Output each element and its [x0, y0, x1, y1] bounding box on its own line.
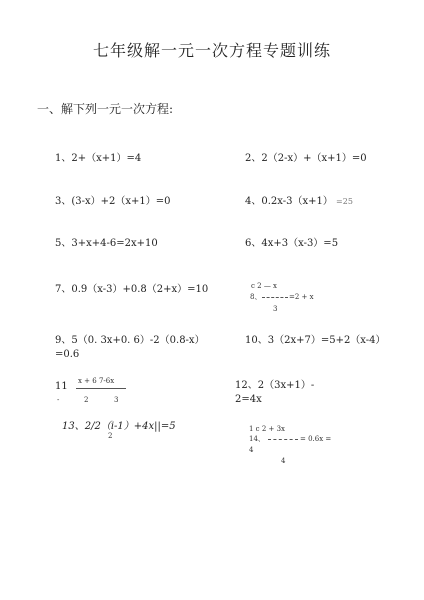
problem-8-label: 8、: [250, 293, 262, 301]
problem-10: 10、3（2x+7）=5+2（x-4）: [245, 335, 386, 346]
problem-12-line-1: 12、2（3x+1）-: [235, 380, 315, 391]
problem-6: 6、4x+3（x-3）=5: [245, 238, 339, 249]
problem-13-denominator: 2: [108, 432, 113, 440]
problem-4-equation: 4、0.2x-3（x+1）: [245, 196, 333, 207]
problem-11-numerator: x + 6 7-6x: [78, 377, 115, 385]
problem-14-extra: 4: [249, 446, 254, 454]
page-title: 七年级解一元一次方程专题训练: [92, 41, 331, 60]
problem-8-rhs: =2 + x: [289, 293, 314, 301]
problem-8-numerator: c 2 — x: [251, 282, 277, 290]
problem-9-line-1: 9、5（0. 3x+0. 6）-2（0.8-x）: [55, 335, 205, 346]
problem-8-fraction-bar: [262, 297, 288, 298]
problem-8-denominator: 3: [273, 305, 278, 313]
problem-13: 13、2/2（i-1）+4x||=5: [62, 421, 176, 432]
problem-14-label: 14、: [249, 435, 265, 443]
problem-14-numerator: 1 c 2 + 3x: [249, 425, 285, 433]
problem-11-denominator-right: 3: [114, 396, 119, 404]
problem-2: 2、2（2-x）+（x+1）=0: [245, 153, 367, 164]
section-heading: 一、解下列一元一次方程:: [37, 102, 174, 116]
problem-11-fraction-bar: [76, 388, 126, 389]
problem-4-rhs: =25: [336, 197, 353, 206]
problem-14-rhs: = 0.6x =: [300, 435, 332, 443]
problem-11-denominator-left: 2: [84, 396, 89, 404]
problem-7: 7、0.9（x-3）+0.8（2+x）=10: [55, 284, 209, 295]
problem-14-denominator: 4: [281, 457, 286, 465]
problem-11-mark: -: [57, 396, 60, 404]
problem-4: [245, 195, 353, 209]
problem-3: 3、(3-x）+2（x+1）=0: [55, 196, 171, 207]
problem-11-label: 11: [55, 381, 68, 392]
problem-5: 5、3+x+4-6=2x+10: [55, 238, 158, 249]
problem-9-line-2: =0.6: [55, 349, 80, 360]
problem-12-line-2: 2=4x: [235, 394, 262, 405]
problem-1: 1、2+（x+1）=4: [55, 153, 142, 164]
problem-14-fraction-bar: [268, 439, 298, 440]
